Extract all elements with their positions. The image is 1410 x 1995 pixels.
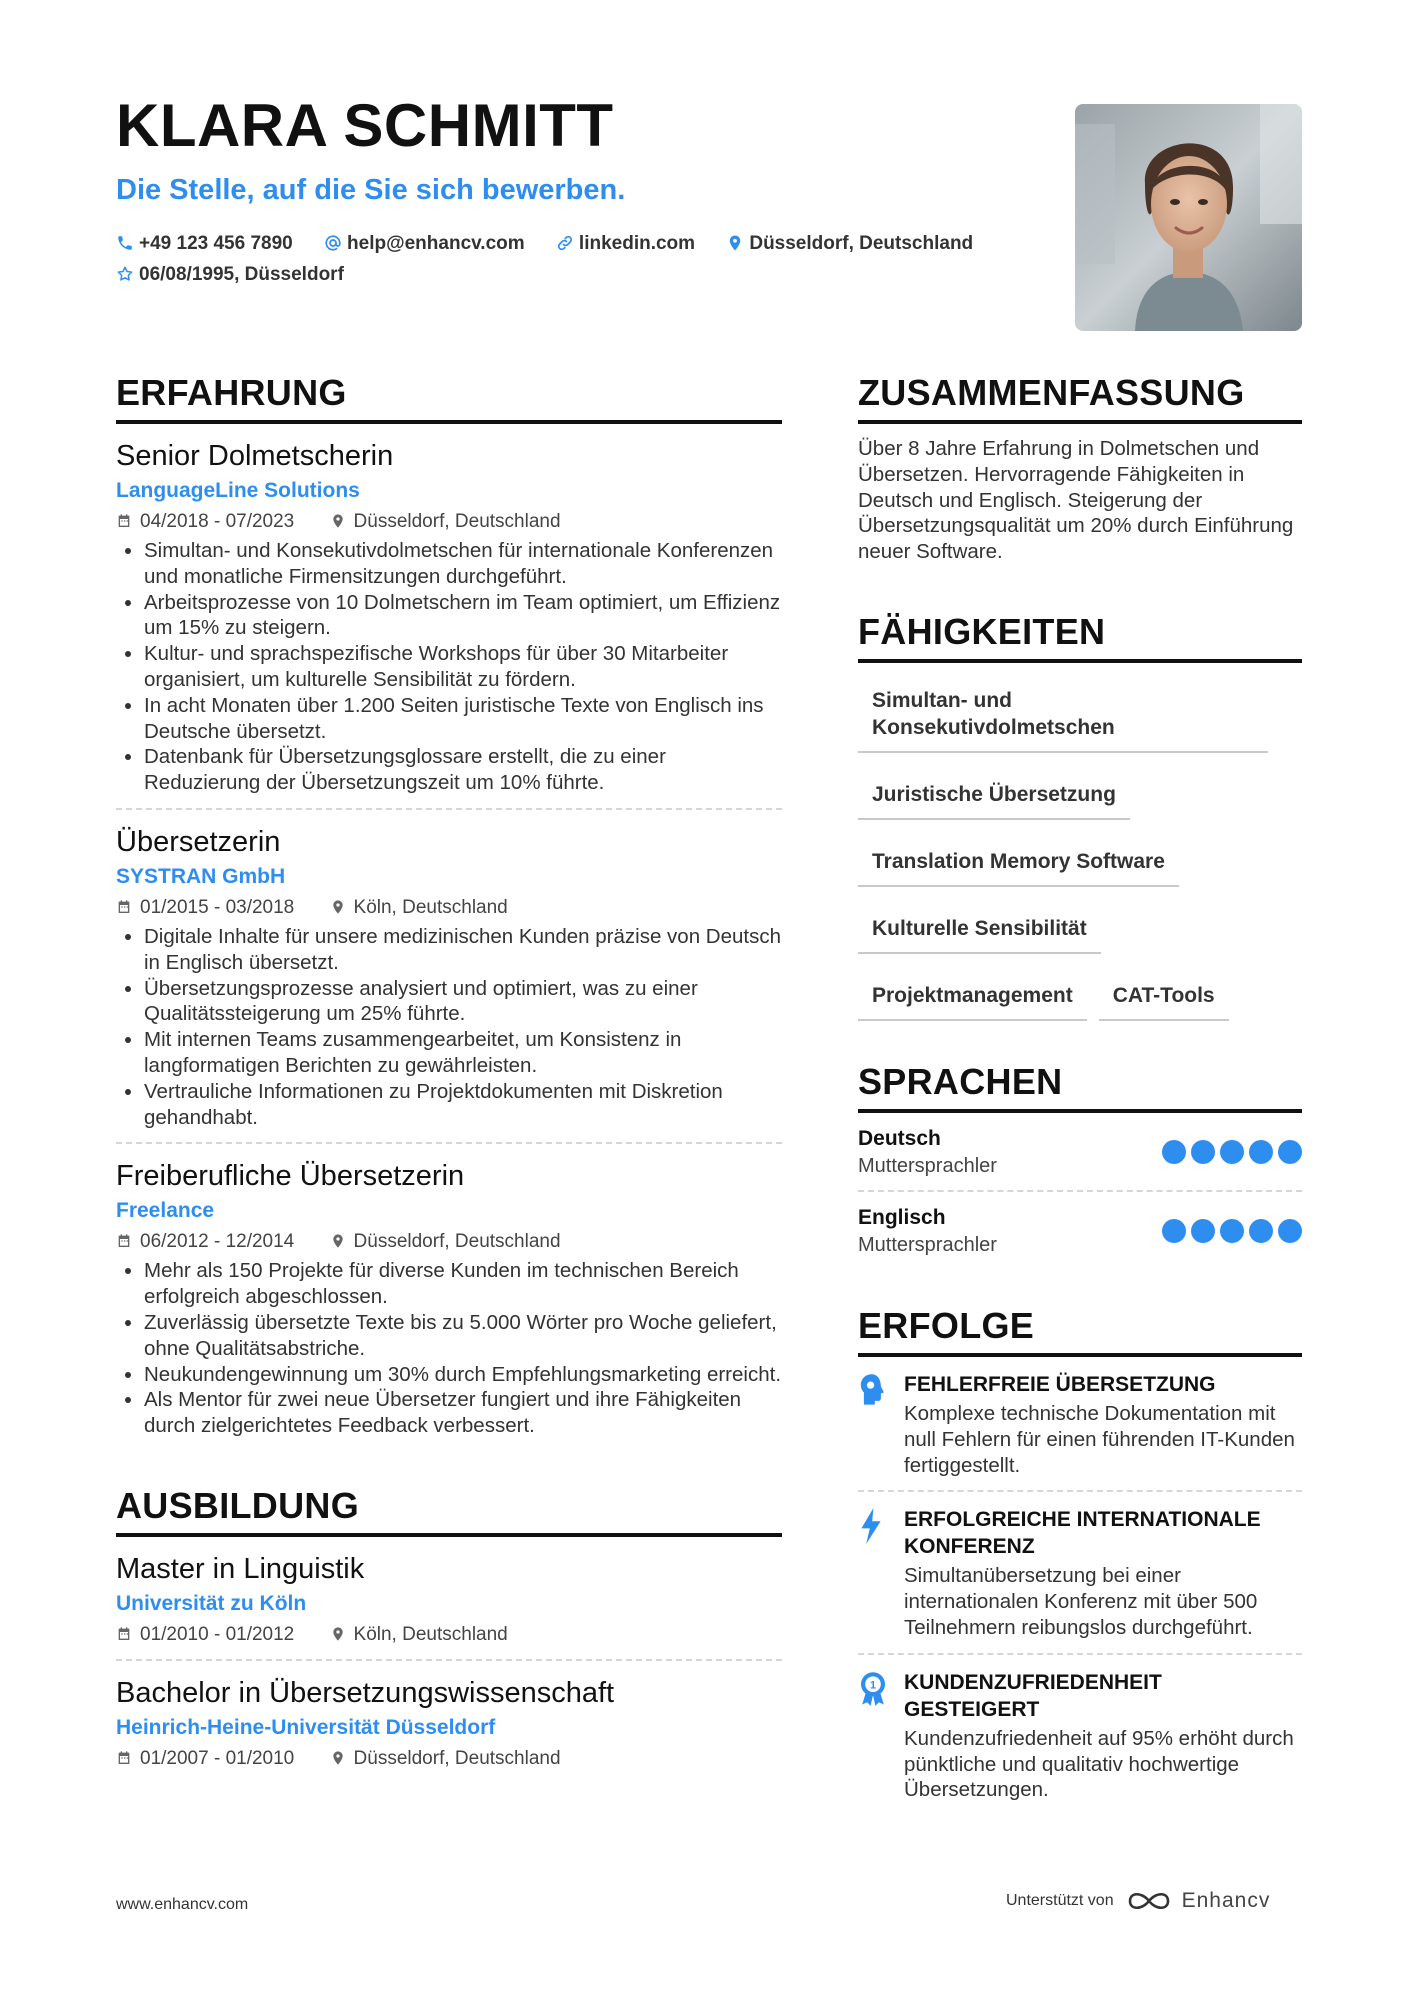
achievement-title: ERFOLGREICHE INTERNATIONALE KONFERENZ — [904, 1508, 1261, 1559]
bullet-item: • Kultur- und sprachspezifische Workshops für über 30 Mitarbeiter organisiert, um kulturelle Sensibilität zu fördern. — [144, 641, 782, 693]
job-dates: 06/2012 - 12/2014 — [140, 1231, 295, 1253]
contact-phone-text: +49 123 456 7890 — [139, 233, 293, 254]
job-title: Freiberufliche Übersetzerin — [116, 1160, 465, 1193]
bullet-item: • Digitale Inhalte für unsere medizinischen Kunden präzise von Deutsch in Englisch übersetzt. — [144, 924, 782, 976]
contact-linkedin[interactable] — [556, 228, 695, 259]
company-name[interactable]: LanguageLine Solutions — [116, 479, 360, 502]
language-item — [858, 1192, 1302, 1269]
bullet-item: • Vertrauliche Informationen zu Projektdokumenten mit Diskretion gehandhabt. — [144, 1079, 782, 1131]
education-heading: AUSBILDUNG — [116, 1485, 782, 1537]
education-location: Düsseldorf, Deutschland — [353, 1747, 561, 1769]
language-level: Muttersprachler — [858, 1154, 997, 1177]
portrait-image — [1075, 104, 1302, 331]
bullet-item: • Datenbank für Übersetzungsglossare erstellt, die zu einer Reduzierung der Übersetzungszeit um 10% führte. — [144, 744, 782, 796]
location-icon — [330, 1626, 346, 1642]
contact-birth-text: 06/08/1995, Düsseldorf — [139, 264, 344, 285]
summary-text: Über 8 Jahre Erfahrung in Dolmetschen und Übersetzen. Hervorragende Fähigkeiten in Deutsch und Englisch. Steigerung der Übersetzungsqualität um 20% durch Einführung neuer Software. — [858, 437, 1294, 564]
achievement-description: Komplexe technische Dokumentation mit null Fehlern für einen führenden IT-Kunden fertiggestellt. — [904, 1401, 1295, 1477]
job-location: Düsseldorf, Deutschland — [353, 1231, 561, 1253]
skills-list — [858, 677, 1302, 1039]
rating-dot — [1162, 1219, 1186, 1243]
contact-info — [116, 228, 1076, 290]
right-column — [858, 372, 1302, 1815]
bullet-item: • Simultan- und Konsekutivdolmetschen für internationale Konferenzen und monatliche Firmensitzungen durchgeführt. — [144, 538, 782, 590]
education-dates: 01/2010 - 01/2012 — [140, 1623, 295, 1645]
contact-location-text: Düsseldorf, Deutschland — [749, 233, 974, 254]
bullet-item: • Als Mentor für zwei neue Übersetzer fungiert und ihre Fähigkeiten durch zielgerichtetes Feedback verbessert. — [144, 1387, 782, 1439]
contact-linkedin-text: linkedin.com — [578, 233, 696, 254]
contact-email[interactable] — [324, 228, 525, 259]
school-name[interactable]: Universität zu Köln — [116, 1591, 307, 1615]
achievement-description: Kundenzufriedenheit auf 95% erhöht durch pünktliche und qualitativ hochwertige Übersetzungen. — [904, 1726, 1294, 1802]
rating-dot — [1162, 1140, 1186, 1164]
job-bullets — [116, 538, 782, 796]
achievement-item — [858, 1655, 1302, 1815]
job-dates: 04/2018 - 07/2023 — [140, 511, 295, 532]
location-icon — [330, 513, 346, 529]
contact-birth — [116, 259, 344, 290]
contact-email-text: help@enhancv.com — [347, 233, 525, 254]
skill-tag: Projektmanagement — [858, 972, 1087, 1021]
achievement-item — [858, 1492, 1302, 1654]
language-item — [858, 1113, 1302, 1192]
rating-dot — [1191, 1140, 1215, 1164]
summary-heading: ZUSAMMENFASSUNG — [858, 372, 1302, 424]
achievement-description: Simultanübersetzung bei einer internationalen Konferenz mit über 500 Teilnehmern reibungslos durchgeführt. — [904, 1564, 1258, 1639]
bullet-item: • Mehr als 150 Projekte für diverse Kunden im technischen Bereich erfolgreich abgeschlossen. — [144, 1258, 782, 1310]
education-meta — [116, 1621, 782, 1649]
svg-text:1: 1 — [869, 1679, 877, 1692]
rating-dot — [1220, 1140, 1244, 1164]
bullet-item: • Zuverlässig übersetzte Texte bis zu 5.000 Wörter pro Woche geliefert, ohne Qualitätsabstriche. — [144, 1310, 782, 1362]
achievement-title: KUNDENZUFRIEDENHEIT GESTEIGERT — [904, 1670, 1162, 1721]
left-column — [116, 372, 782, 1783]
language-rating — [1162, 1140, 1302, 1164]
language-name: Englisch — [858, 1205, 946, 1229]
calendar-icon — [116, 1233, 132, 1249]
job-bullets — [116, 924, 782, 1130]
degree-title: Bachelor in Übersetzungswissenschaft — [116, 1676, 615, 1709]
rating-dot — [1278, 1140, 1302, 1164]
brand-name: Enhancv — [1181, 1889, 1271, 1912]
calendar-icon — [116, 1626, 132, 1642]
rating-dot — [1278, 1219, 1302, 1243]
language-name: Deutsch — [858, 1126, 941, 1150]
at-icon — [324, 234, 342, 252]
footer-website[interactable]: www.enhancv.com — [116, 1896, 249, 1913]
achievement-title: FEHLERFREIE ÜBERSETZUNG — [904, 1372, 1216, 1396]
profile-photo — [1075, 104, 1302, 331]
bullet-item: • Arbeitsprozesse von 10 Dolmetschern im Team optimiert, um Effizienz um 15% zu steigern. — [144, 590, 782, 642]
bullet-item: • Neukundengewinnung um 30% durch Empfehlungsmarketing erreicht. — [144, 1362, 782, 1388]
enhancv-logo-icon — [1126, 1888, 1172, 1914]
job-title: Senior Dolmetscherin — [116, 440, 394, 472]
job-meta — [116, 894, 782, 922]
job-title: Übersetzerin — [116, 825, 281, 858]
calendar-icon — [116, 899, 132, 915]
location-icon — [330, 1233, 346, 1249]
skill-tag: Juristische Übersetzung — [858, 771, 1130, 820]
education-item — [116, 1537, 782, 1661]
degree-title: Master in Linguistik — [116, 1552, 365, 1585]
star-icon — [116, 265, 134, 283]
phone-icon — [116, 234, 134, 252]
calendar-icon — [116, 513, 132, 529]
job-dates: 01/2015 - 03/2018 — [140, 896, 295, 918]
job-tagline: Die Stelle, auf die Sie sich bewerben. — [116, 174, 626, 206]
powered-by-text: Unterstützt von — [1006, 1892, 1114, 1909]
language-level: Muttersprachler — [858, 1233, 997, 1256]
job-meta — [116, 508, 782, 536]
experience-item — [116, 810, 782, 1144]
education-dates: 01/2007 - 01/2010 — [140, 1747, 295, 1769]
location-icon — [726, 234, 744, 252]
skill-tag: CAT-Tools — [1099, 972, 1229, 1021]
rating-dot — [1191, 1219, 1215, 1243]
rating-dot — [1249, 1219, 1273, 1243]
bullet-item: • Übersetzungsprozesse analysiert und optimiert, was zu einer Qualitätssteigerung um 25% führte. — [144, 976, 782, 1028]
education-meta — [116, 1745, 782, 1773]
job-bullets — [116, 1258, 782, 1439]
experience-item — [116, 424, 782, 810]
job-meta — [116, 1228, 782, 1256]
language-rating — [1162, 1219, 1302, 1243]
job-location: Düsseldorf, Deutschland — [353, 511, 561, 532]
achievements-heading: ERFOLGE — [858, 1305, 1302, 1357]
achievement-item — [858, 1357, 1302, 1492]
contact-location — [726, 228, 973, 259]
link-icon — [556, 234, 574, 252]
skill-tag: Translation Memory Software — [858, 838, 1179, 887]
company-name[interactable]: SYSTRAN GmbH — [116, 864, 286, 888]
lightning-icon — [858, 1508, 884, 1544]
bullet-item: • Mit internen Teams zusammengearbeitet, um Konsistenz in langformatigen Berichten zu gewährleisten. — [144, 1027, 782, 1079]
company-name[interactable]: Freelance — [116, 1199, 215, 1223]
school-name[interactable]: Heinrich-Heine-Universität Düsseldorf — [116, 1715, 496, 1739]
rating-dot — [1220, 1219, 1244, 1243]
medal-icon — [858, 1671, 888, 1707]
rating-dot — [1249, 1140, 1273, 1164]
head-icon — [858, 1373, 888, 1407]
location-icon — [330, 1750, 346, 1766]
experience-item — [116, 1144, 782, 1451]
skill-tag: Simultan- und Konsekutivdolmetschen — [858, 677, 1268, 753]
languages-heading: SPRACHEN — [858, 1061, 1302, 1113]
candidate-name: KLARA SCHMITT — [116, 92, 614, 159]
footer-branding[interactable] — [1006, 1888, 1270, 1914]
contact-phone[interactable] — [116, 228, 293, 259]
bullet-item: • In acht Monaten über 1.200 Seiten juristische Texte von Englisch ins Deutsche übersetzt. — [144, 693, 782, 745]
experience-heading: ERFAHRUNG — [116, 372, 782, 424]
skill-tag: Kulturelle Sensibilität — [858, 905, 1101, 954]
location-icon — [330, 899, 346, 915]
calendar-icon — [116, 1750, 132, 1766]
skills-heading: FÄHIGKEITEN — [858, 611, 1302, 663]
education-item — [116, 1661, 782, 1783]
job-location: Köln, Deutschland — [353, 896, 508, 918]
education-location: Köln, Deutschland — [353, 1623, 508, 1645]
